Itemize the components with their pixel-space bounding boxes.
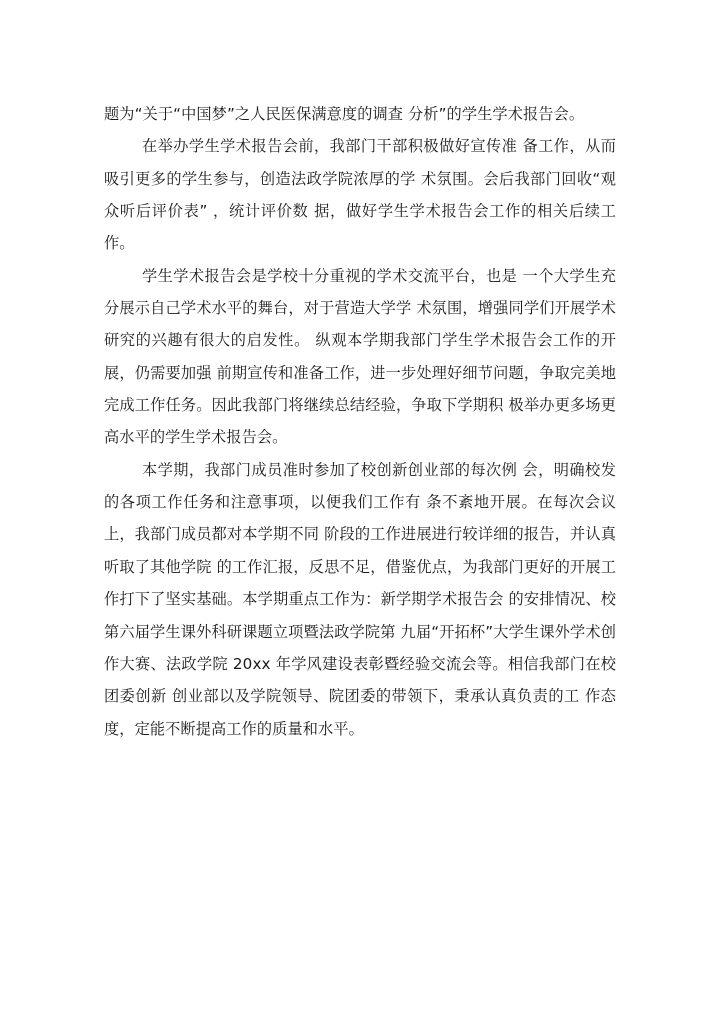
paragraph-4: 本学期，我部门成员准时参加了校创新创业部的每次例 会，明确校发的各项工作任务和注意事项，以便我们工作有 条不紊地开展。在每次会议上，我部门成员都对本学期不同 阶段的工作进展进行较详细的报告，并认真听取了其他学院 的工作汇报，反思不足，借鉴优点，为我部门更好的开展工 作打下了坚实基础。本学期重点工作为：新学期学术报告会 的安排情况、校第六届学生课外科研课题立项暨法政学院第 九届“开拓杯”大学生课外学术创作大赛、法政学院 20xx 年学风建设表彰暨经验交流会等。相信我部门在校团委创新 创业部以及学院领导、院团委的带领下，秉承认真负责的工 作态度，定能不断提高工作的质量和水平。 xyxy=(104,460,616,738)
paragraph-3: 学生学术报告会是学校十分重视的学术交流平台，也是 一个大学生充分展示自己学术水平的舞台，对于营造大学学 术氛围，增强同学们开展学术研究的兴趣有很大的启发性。 纵观本学期我部门学生学术报告会工作的开展，仍需要加强 前期宣传和准备工作，进一步处理好细节问题，争取完美地 完成工作任务。因此我部门将继续总结经验，争取下学期积 极举办更多场更高水平的学生学术报告会。 xyxy=(104,266,616,447)
paragraph-1: 题为“关于“中国梦”之人民医保满意度的调查 分析”的学生学术报告会。 xyxy=(104,105,585,123)
paragraph-2: 在举办学生学术报告会前，我部门干部积极做好宣传准 备工作，从而吸引更多的学生参与，创造法政学院浓厚的学 术氛围。会后我部门回收“观众听后评价表” ，统计评价数 据，做好学生学术报告会工作的相关后续工作。 xyxy=(104,137,616,253)
body-text xyxy=(104,98,616,745)
